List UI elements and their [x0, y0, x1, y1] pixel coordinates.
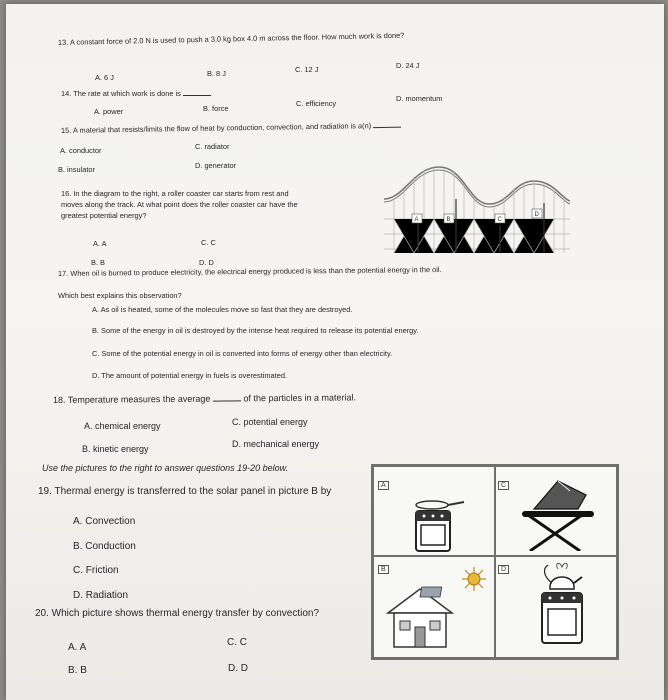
q18-option-d: D. mechanical energy: [232, 439, 320, 449]
q18-blank: [213, 394, 241, 401]
picture-c-label: C: [498, 481, 509, 490]
q14-option-d: D. momentum: [396, 94, 443, 103]
point-c-label: C: [497, 217, 502, 223]
q20-text: 20. Which picture shows thermal energy transfer by convection?: [35, 608, 320, 619]
q14-option-c: C. efficiency: [296, 99, 337, 108]
q16-option-c: C. C: [201, 238, 216, 247]
q18-option-c: C. potential energy: [232, 417, 308, 427]
q20-option-a: A. A: [68, 642, 87, 653]
q14-option-b: B. force: [203, 104, 229, 113]
roller-coaster-icon: [384, 159, 570, 255]
q15-text: 15. A material that resists/limits the flow of heat by conduction, convection, and radiation is a(n): [61, 121, 401, 135]
q17-option-a: A. As oil is heated, some of the molecules move so fast that they are destroyed.: [92, 305, 353, 314]
q13-text: 13. A constant force of 2.0 N is used to push a 3.0 kg box 4.0 m across the floor. How much work is done?: [57, 30, 405, 47]
q14-blank: [183, 89, 211, 96]
q16-option-b: B. B: [91, 258, 105, 267]
picture-d-label: D: [498, 565, 509, 574]
q19-option-a: A. Convection: [73, 516, 136, 527]
q15-option-c: C. radiator: [195, 142, 230, 151]
q17-line-2: Which best explains this observation?: [58, 291, 182, 300]
q18-text: 18. Temperature measures the average of the particles in a material.: [52, 392, 357, 405]
q16-line-3: greatest potential energy?: [61, 211, 147, 220]
point-d-label: D: [534, 212, 539, 218]
q19-option-b: B. Conduction: [73, 541, 136, 552]
q20-option-c: C. C: [227, 637, 247, 648]
picture-a-label: A: [378, 481, 389, 490]
iron-on-board-icon: [518, 477, 598, 551]
q14-text: 14. The rate at which work is done is: [61, 89, 211, 97]
q18-option-b: B. kinetic energy: [82, 444, 149, 454]
q13-option-c: C. 12 J: [295, 65, 319, 74]
worksheet-page: [6, 4, 664, 700]
kettle-on-stove-icon: [538, 559, 586, 649]
q16-line-1: 16. In the diagram to the right, a roller coaster car starts from rest and: [61, 189, 289, 198]
point-b-label: B: [446, 217, 451, 223]
q16-line-2: moves along the track. At what point does the roller coaster car have the: [61, 200, 298, 209]
q13-option-a: A. 6 J: [95, 73, 114, 82]
q16-option-d: D. D: [199, 258, 214, 267]
sun-house-solar-panel-icon: [384, 563, 488, 651]
q16-option-a: A. A: [93, 239, 107, 248]
q19-text: 19. Thermal energy is transferred to the solar panel in picture B by: [38, 486, 332, 497]
picture-b-label: B: [378, 565, 389, 574]
q15-option-b: B. insulator: [58, 165, 95, 174]
q17-option-b: B. Some of the energy in oil is destroyed by the intense heat required to release its potential energy.: [92, 326, 419, 335]
q13-option-b: B. 8 J: [207, 69, 226, 78]
q18-option-a: A. chemical energy: [84, 421, 161, 431]
q19-option-d: D. Radiation: [73, 590, 129, 601]
q20-option-b: B. B: [68, 665, 87, 676]
q14-option-a: A. power: [94, 107, 124, 116]
q19-option-c: C. Friction: [73, 565, 119, 576]
pictures-panel: [371, 464, 619, 660]
pictures-instructions: Use the pictures to the right to answer questions 19-20 below.: [42, 463, 289, 473]
q15-blank: [373, 121, 401, 128]
pan-on-stove-icon: [402, 497, 466, 553]
q17-option-c: C. Some of the potential energy in oil is converted into forms of energy other than electricity.: [92, 349, 393, 358]
q20-option-d: D. D: [228, 663, 248, 674]
roller-coaster-diagram: [384, 159, 570, 255]
q17-line-1: 17. When oil is burned to produce electricity, the electrical energy produced is less than the potential energy in the oil.: [57, 264, 442, 278]
q15-option-d: D. generator: [195, 161, 237, 170]
point-a-label: A: [414, 217, 419, 223]
q15-option-a: A. conductor: [60, 146, 102, 155]
q17-option-d: D. The amount of potential energy in fuels is overestimated.: [92, 371, 288, 380]
q13-option-d: D. 24 J: [396, 61, 420, 70]
